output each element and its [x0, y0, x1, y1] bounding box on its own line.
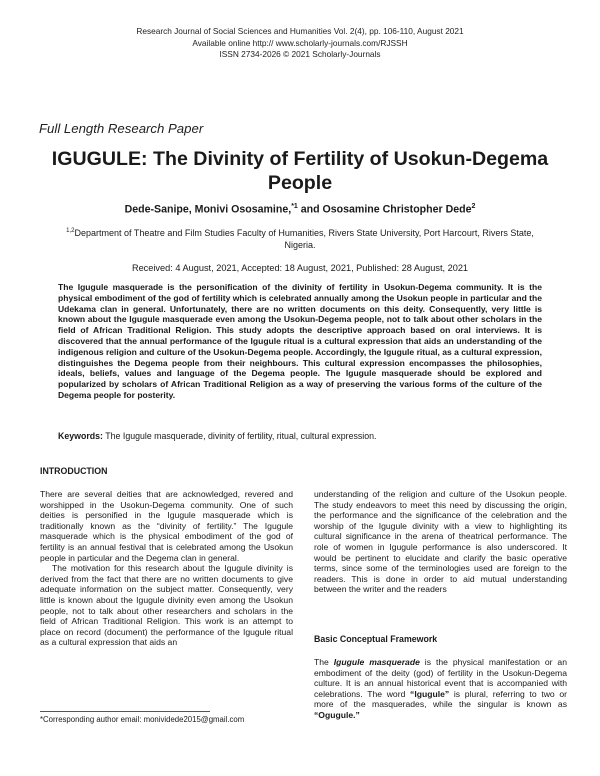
paper-title: IGUGULE: The Divinity of Fertility of Usokun-Degema People — [51, 148, 549, 194]
left-column — [40, 489, 293, 648]
text-run: The — [314, 657, 334, 667]
keywords-text: The Igugule masquerade, divinity of fertility, ritual, cultural expression. — [102, 431, 377, 441]
text-run: is the physical manifestation or an embodiment of the deity (god) of fertility in the Usokun-Degema culture. It is an annual historical event that is accompanied with celebrations. The word — [314, 657, 567, 699]
journal-issn: ISSN 2734-2026 © 2021 Scholarly-Journals — [219, 49, 381, 59]
subheading-conceptual-framework: Basic Conceptual Framework — [314, 634, 438, 644]
introduction-heading: INTRODUCTION — [40, 466, 108, 476]
author-2: Ososamine Christopher Dede — [322, 203, 472, 216]
term-igugule: “Igugule” — [410, 688, 450, 699]
affiliation — [60, 226, 540, 251]
right-column-paragraph-2 — [314, 657, 567, 721]
authors — [40, 203, 560, 216]
journal-header — [0, 26, 600, 61]
affiliation-marker: 1,2 — [66, 228, 75, 234]
author-conjunction: and — [297, 203, 323, 216]
framework-paragraph — [314, 657, 567, 721]
footnote-divider — [40, 711, 210, 712]
footnote: *Corresponding author email: monividede2015@gmail.com — [40, 715, 245, 724]
author-1-marker: *1 — [291, 203, 298, 210]
author-1: Dede-Sanipe, Monivi Ososamine, — [124, 203, 292, 216]
right-paragraph-1: understanding of the religion and culture of the Usokun people. The study endeavors to meet this need by discussing the origin, the performance and the significance of the celebration and the worship of the Igugule divinity with a view to highlighting its cultural significance in the arena of theatrical performance. The role of women in Igugule performance is also underscored. It would be pertinent to elucidate and clarify the basic operative terms, since some of the terminologies used are foreign to the readers. This is done in order to aid mutual understanding between the writer and the readers — [314, 489, 567, 595]
intro-paragraph-2: The motivation for this research about the Igugule divinity is derived from the fact that there are no written documents to give adequate information on the subject matter. Consequently, very little is known about the Igugule divinity even among the Usokun people, not to talk about other researchers and scholars in the field of African Traditional Religion. This work is an attempt to place on record (document) the performance of the Igugule ritual as a cultural expression that aids an — [40, 563, 293, 648]
right-column-text — [314, 489, 567, 595]
journal-url: Available online http:// www.scholarly-journals.com/RJSSH — [192, 37, 408, 48]
abstract: The Igugule masquerade is the personification of the divinity of fertility in Usokun-Degema community. It is the physical embodiment of the god of fertility which is celebrated annually among the Usokun people in particular and the Udekama clan in general. Unfortunately, there are no written documents on this deity. Consequently, very little is known about the Igugule masquerade even among the Usokun-Degema people, not to talk about other scholars in the field of African Traditional Religion. This study adopts the descriptive approach based on oral interviews. It is discovered that the annual performance of the Igugule ritual is a cultural expression that aids an understanding of the indigenous religion and culture of the Usokun-Degema people. Accordingly, the Igugule ritual, as a cultural expression, distinguishes the Degema people from their neighbours. This cultural expression encompasses the philosophies, ideals, beliefs, values and language of the Degema people. The Igugule masquerade should be explored and popularized by scholars of African Traditional Religion as a way of preserving the various forms of the culture of the Degema people for posterity. — [58, 282, 542, 400]
journal-citation: Research Journal of Social Sciences and Humanities Vol. 2(4), pp. 106-110, August 2021 — [136, 26, 464, 36]
intro-paragraph-1: There are several deities that are acknowledged, revered and worshipped in the Usokun-Degema community. One of such deities is personified in the Igugule masquerade which is traditionally known as the “divinity of fertility.” The Igugule masquerade which is the physical embodiment of the god of fertility is an annual festival that is celebrated among the Usokun people in particular and the Degema clan in general. — [40, 489, 293, 563]
keywords-label: Keywords: — [58, 431, 103, 441]
paper-type: Full Length Research Paper — [39, 121, 204, 136]
author-2-marker: 2 — [471, 203, 476, 210]
keywords — [58, 431, 542, 441]
term-ogugule: “Ogugule.” — [314, 709, 360, 720]
text-run: is plural, referring to two or more of the masquerades, while the singular is known as — [314, 688, 568, 710]
affiliation-text: Department of Theatre and Film Studies Faculty of Humanities, Rivers State University, Port Harcourt, Rivers State, Nigeria. — [74, 228, 534, 250]
term-igugule-masquerade: Igugule masquerade — [333, 657, 420, 667]
publication-dates: Received: 4 August, 2021, Accepted: 18 August, 2021, Published: 28 August, 2021 — [131, 263, 469, 273]
